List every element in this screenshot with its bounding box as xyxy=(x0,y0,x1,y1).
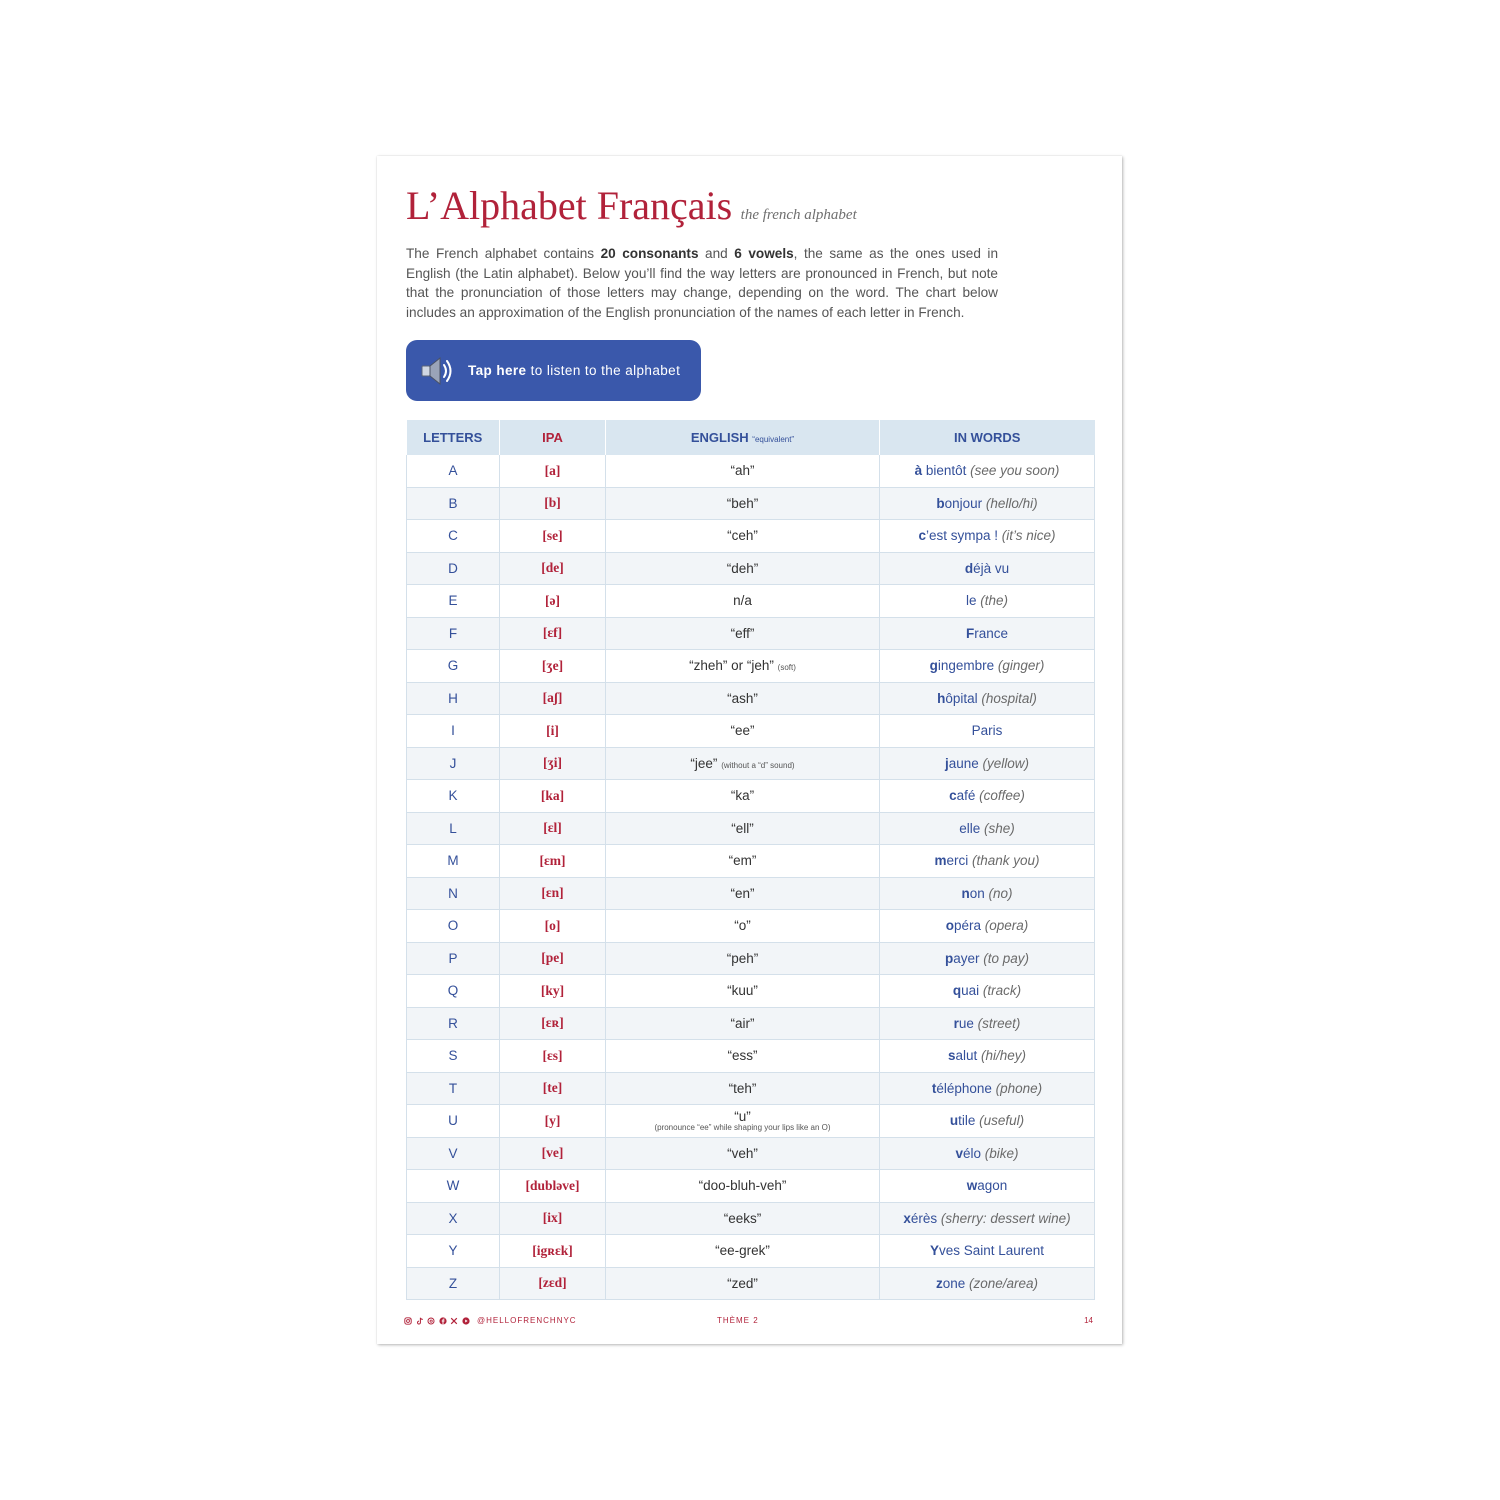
word-translation: (she) xyxy=(980,820,1015,836)
letter-cell: Y xyxy=(407,1235,500,1268)
letter-cell: U xyxy=(407,1105,500,1138)
table-row xyxy=(407,1137,1095,1170)
word-highlight: à xyxy=(914,463,923,479)
word-translation: (opera) xyxy=(981,918,1029,934)
word-text: onjour xyxy=(944,495,983,511)
word-highlight: w xyxy=(966,1178,978,1194)
col-header-english-note: “equivalent” xyxy=(752,435,795,444)
word-highlight: j xyxy=(944,755,949,771)
col-header-letters: LETTERS xyxy=(407,420,500,455)
english-note: (pronounce “ee” while shaping your lips like an O) xyxy=(654,1122,831,1132)
word-highlight: b xyxy=(936,495,945,511)
table-row xyxy=(407,1072,1095,1105)
word-text: le xyxy=(965,593,977,609)
alphabet-table xyxy=(406,420,1095,1300)
word-text: péra xyxy=(953,918,981,934)
word-translation: (phone) xyxy=(991,1080,1043,1096)
english-text: “ceh” xyxy=(727,528,758,544)
intro-text-2: and xyxy=(698,246,735,261)
in-words-cell xyxy=(880,747,1095,780)
word-text: ayer xyxy=(953,950,980,966)
ipa-cell: [ve] xyxy=(500,1137,606,1170)
in-words-cell xyxy=(880,975,1095,1008)
letter-cell: K xyxy=(407,780,500,813)
word-highlight: v xyxy=(955,1145,963,1161)
word-translation: (zone/area) xyxy=(965,1275,1039,1291)
table-row xyxy=(407,1267,1095,1300)
english-text: “air” xyxy=(730,1015,755,1031)
word-text: erci xyxy=(946,853,969,869)
english-cell xyxy=(606,812,880,845)
word-text: ingembre xyxy=(937,658,995,674)
word-text: éjà vu xyxy=(973,560,1010,576)
letter-cell: F xyxy=(407,617,500,650)
ipa-cell: [ə] xyxy=(500,585,606,618)
word-highlight: z xyxy=(935,1275,943,1291)
in-words-cell xyxy=(880,617,1095,650)
english-cell xyxy=(606,552,880,585)
letter-cell: O xyxy=(407,910,500,943)
in-words-cell xyxy=(880,1235,1095,1268)
english-cell xyxy=(606,845,880,878)
word-translation: (sherry: dessert wine) xyxy=(937,1210,1071,1226)
word-highlight: m xyxy=(934,853,947,869)
table-row xyxy=(407,715,1095,748)
word-text: one xyxy=(942,1275,966,1291)
letter-cell: G xyxy=(407,650,500,683)
english-cell xyxy=(606,910,880,943)
word-highlight: t xyxy=(931,1080,937,1096)
in-words-cell xyxy=(880,877,1095,910)
ipa-cell: [b] xyxy=(500,487,606,520)
ipa-cell: [y] xyxy=(500,1105,606,1138)
english-text: “ka” xyxy=(730,788,755,804)
word-translation: (yellow) xyxy=(978,755,1030,771)
letter-cell: I xyxy=(407,715,500,748)
word-translation: (street) xyxy=(973,1015,1021,1031)
letter-cell: D xyxy=(407,552,500,585)
table-row xyxy=(407,910,1095,943)
ipa-cell: [ka] xyxy=(500,780,606,813)
letter-cell: N xyxy=(407,877,500,910)
word-translation: (thank you) xyxy=(968,853,1040,869)
word-highlight: d xyxy=(964,560,974,576)
letter-cell: B xyxy=(407,487,500,520)
table-row xyxy=(407,1202,1095,1235)
english-cell xyxy=(606,975,880,1008)
english-text: “veh” xyxy=(727,1145,758,1161)
letter-cell: R xyxy=(407,1007,500,1040)
in-words-cell xyxy=(880,455,1095,487)
word-text: éléphone xyxy=(936,1080,992,1096)
table-row xyxy=(407,650,1095,683)
alphabet-table-body xyxy=(407,455,1095,1300)
letter-cell: H xyxy=(407,682,500,715)
english-text: “jee” xyxy=(690,755,718,771)
tiktok-icon[interactable] xyxy=(416,1317,424,1325)
english-cell xyxy=(606,520,880,553)
word-text: uai xyxy=(961,983,980,999)
english-text: “kuu” xyxy=(727,983,758,999)
english-text: “ah” xyxy=(730,463,755,479)
letter-cell: W xyxy=(407,1170,500,1203)
english-text: “ell” xyxy=(731,820,754,836)
letter-cell: X xyxy=(407,1202,500,1235)
listen-alphabet-button[interactable] xyxy=(406,340,701,401)
word-highlight: c xyxy=(918,528,926,544)
table-row xyxy=(407,877,1095,910)
page-title: L’Alphabet Français xyxy=(406,183,733,228)
threads-icon[interactable] xyxy=(427,1317,435,1325)
letter-cell: T xyxy=(407,1072,500,1105)
word-translation: (bike) xyxy=(981,1145,1019,1161)
english-cell xyxy=(606,1202,880,1235)
word-translation: (see you soon) xyxy=(966,463,1060,479)
table-row xyxy=(407,520,1095,553)
intro-consonants: 20 consonants xyxy=(600,246,699,261)
word-translation: (no) xyxy=(984,885,1013,901)
word-text: on xyxy=(969,885,985,901)
letter-cell: J xyxy=(407,747,500,780)
english-cell xyxy=(606,1072,880,1105)
word-highlight: u xyxy=(949,1113,959,1129)
word-highlight: h xyxy=(937,690,946,706)
ipa-cell: [ʒe] xyxy=(500,650,606,683)
in-words-cell xyxy=(880,1267,1095,1300)
page-subtitle: the french alphabet xyxy=(740,207,857,223)
table-row xyxy=(407,812,1095,845)
in-words-cell xyxy=(880,812,1095,845)
ipa-cell: [ix] xyxy=(500,1202,606,1235)
instagram-icon[interactable] xyxy=(404,1317,412,1325)
ipa-cell: [ɛf] xyxy=(500,617,606,650)
ipa-cell: [se] xyxy=(500,520,606,553)
table-row xyxy=(407,455,1095,487)
letter-cell: A xyxy=(407,455,500,487)
in-words-cell xyxy=(880,845,1095,878)
word-translation: (hello/hi) xyxy=(982,495,1038,511)
english-text: “ess” xyxy=(727,1048,758,1064)
in-words-cell xyxy=(880,780,1095,813)
word-highlight: c xyxy=(949,788,957,804)
english-cell xyxy=(606,487,880,520)
ipa-cell: [ɛs] xyxy=(500,1040,606,1073)
english-text: “teh” xyxy=(728,1080,757,1096)
word-text: rance xyxy=(974,625,1009,641)
word-translation: (coffee) xyxy=(975,788,1025,804)
table-row xyxy=(407,1170,1095,1203)
table-row xyxy=(407,682,1095,715)
english-cell xyxy=(606,682,880,715)
table-row xyxy=(407,1235,1095,1268)
listen-button-label xyxy=(468,363,680,378)
ipa-cell: [ʒi] xyxy=(500,747,606,780)
in-words-cell xyxy=(880,942,1095,975)
english-cell xyxy=(606,1235,880,1268)
table-row xyxy=(407,942,1095,975)
table-row xyxy=(407,552,1095,585)
letter-cell: E xyxy=(407,585,500,618)
table-row xyxy=(407,975,1095,1008)
english-cell xyxy=(606,942,880,975)
letter-cell: V xyxy=(407,1137,500,1170)
word-text: alut xyxy=(955,1048,978,1064)
word-highlight: r xyxy=(953,1015,959,1031)
in-words-cell xyxy=(880,552,1095,585)
in-words-cell xyxy=(880,1072,1095,1105)
table-row xyxy=(407,617,1095,650)
english-text: “deh” xyxy=(726,560,759,576)
english-cell xyxy=(606,1105,880,1138)
english-text: “zheh” or “jeh” xyxy=(689,658,774,674)
in-words-cell xyxy=(880,1105,1095,1138)
col-header-english-label: ENGLISH xyxy=(690,430,749,445)
table-row xyxy=(407,1105,1095,1138)
english-cell xyxy=(606,780,880,813)
title-row xyxy=(406,182,857,229)
english-cell xyxy=(606,1137,880,1170)
in-words-cell xyxy=(880,910,1095,943)
word-text: élo xyxy=(962,1145,981,1161)
english-text: “peh” xyxy=(726,950,759,966)
english-cell xyxy=(606,877,880,910)
letter-cell: S xyxy=(407,1040,500,1073)
col-header-in-words: IN WORDS xyxy=(880,420,1095,455)
word-text: afé xyxy=(956,788,976,804)
english-text: “eff” xyxy=(730,625,755,641)
letter-cell: Z xyxy=(407,1267,500,1300)
word-text: agon xyxy=(977,1178,1008,1194)
english-text: “u” xyxy=(734,1108,751,1124)
english-cell xyxy=(606,617,880,650)
ipa-cell: [ɛl] xyxy=(500,812,606,845)
english-cell xyxy=(606,747,880,780)
word-translation: (hospital) xyxy=(977,690,1037,706)
word-highlight: g xyxy=(929,658,938,674)
ipa-cell: [pe] xyxy=(500,942,606,975)
ipa-cell: [dubləve] xyxy=(500,1170,606,1203)
table-row xyxy=(407,780,1095,813)
ipa-cell: [i] xyxy=(500,715,606,748)
in-words-cell xyxy=(880,1170,1095,1203)
page-number: 14 xyxy=(1084,1316,1093,1325)
word-translation: (to pay) xyxy=(979,950,1030,966)
word-text: Paris xyxy=(971,723,1003,739)
ipa-cell: [o] xyxy=(500,910,606,943)
letter-cell: M xyxy=(407,845,500,878)
letter-cell: Q xyxy=(407,975,500,1008)
facebook-icon[interactable] xyxy=(439,1317,447,1325)
table-row xyxy=(407,1040,1095,1073)
english-cell xyxy=(606,1007,880,1040)
word-translation: (useful) xyxy=(975,1113,1025,1129)
word-text: elle xyxy=(959,820,981,836)
worksheet-page xyxy=(377,156,1122,1344)
col-header-ipa: IPA xyxy=(500,420,606,455)
word-text: ’est sympa ! xyxy=(925,528,999,544)
word-translation: (it’s nice) xyxy=(998,528,1056,544)
word-text: tile xyxy=(958,1113,976,1129)
word-highlight: q xyxy=(952,983,962,999)
in-words-cell xyxy=(880,1040,1095,1073)
english-text: “eeks” xyxy=(723,1210,762,1226)
social-handle[interactable]: @HELLOFRENCHNYC xyxy=(477,1316,577,1325)
x-icon[interactable] xyxy=(450,1317,458,1325)
letter-cell: P xyxy=(407,942,500,975)
ipa-cell: [igʀɛk] xyxy=(500,1235,606,1268)
english-text: “ash” xyxy=(727,690,758,706)
in-words-cell xyxy=(880,1202,1095,1235)
english-cell xyxy=(606,1267,880,1300)
english-text: “o” xyxy=(734,918,751,934)
word-translation: (the) xyxy=(976,593,1009,609)
ipa-cell: [ɛʀ] xyxy=(500,1007,606,1040)
word-text: érès xyxy=(910,1210,938,1226)
word-highlight: x xyxy=(903,1210,911,1226)
table-row xyxy=(407,747,1095,780)
table-header-row xyxy=(407,420,1095,455)
english-cell xyxy=(606,1170,880,1203)
english-text: “doo-bluh-veh” xyxy=(698,1178,787,1194)
english-note: (without a “d” sound) xyxy=(721,760,795,770)
word-highlight: s xyxy=(947,1048,956,1064)
ipa-cell: [zɛd] xyxy=(500,1267,606,1300)
english-text: “ee-grek” xyxy=(715,1243,770,1259)
in-words-cell xyxy=(880,650,1095,683)
letter-cell: C xyxy=(407,520,500,553)
english-text: “ee” xyxy=(730,723,755,739)
english-text: “beh” xyxy=(726,495,759,511)
ipa-cell: [ɛn] xyxy=(500,877,606,910)
english-note: (soft) xyxy=(777,663,796,673)
word-text: aune xyxy=(948,755,979,771)
letter-cell: L xyxy=(407,812,500,845)
ipa-cell: [aʃ] xyxy=(500,682,606,715)
speaker-icon xyxy=(419,353,455,389)
word-translation: (ginger) xyxy=(994,658,1045,674)
word-highlight: Y xyxy=(929,1243,939,1259)
ipa-cell: [te] xyxy=(500,1072,606,1105)
ipa-cell: [a] xyxy=(500,455,606,487)
ipa-cell: [de] xyxy=(500,552,606,585)
word-text: ue xyxy=(958,1015,974,1031)
english-cell xyxy=(606,455,880,487)
english-text: n/a xyxy=(733,593,752,609)
english-cell xyxy=(606,585,880,618)
word-text: bientôt xyxy=(922,463,967,479)
word-highlight: n xyxy=(961,885,970,901)
listen-button-rest: to listen to the alphabet xyxy=(526,363,681,378)
word-highlight: F xyxy=(965,625,975,641)
english-text: “em” xyxy=(728,853,757,869)
ipa-cell: [ɛm] xyxy=(500,845,606,878)
in-words-cell xyxy=(880,1007,1095,1040)
word-translation: (hi/hey) xyxy=(977,1048,1027,1064)
intro-paragraph xyxy=(406,244,998,322)
table-row xyxy=(407,585,1095,618)
english-cell xyxy=(606,1040,880,1073)
col-header-english xyxy=(606,420,880,455)
footer-social xyxy=(404,1316,577,1325)
table-row xyxy=(407,487,1095,520)
intro-text-1: The French alphabet contains xyxy=(406,246,601,261)
in-words-cell xyxy=(880,585,1095,618)
english-text: “zed” xyxy=(727,1275,758,1291)
english-text: “en” xyxy=(730,885,755,901)
listen-button-bold: Tap here xyxy=(468,363,527,378)
footer-theme: THÈME 2 xyxy=(717,1316,759,1325)
in-words-cell xyxy=(880,1137,1095,1170)
in-words-cell xyxy=(880,682,1095,715)
ipa-cell: [ky] xyxy=(500,975,606,1008)
in-words-cell xyxy=(880,487,1095,520)
youtube-icon[interactable] xyxy=(462,1317,470,1325)
word-text: ôpital xyxy=(945,690,978,706)
word-translation: (track) xyxy=(979,983,1022,999)
word-highlight: o xyxy=(945,918,954,934)
in-words-cell xyxy=(880,715,1095,748)
english-cell xyxy=(606,650,880,683)
in-words-cell xyxy=(880,520,1095,553)
intro-vowels: 6 vowels xyxy=(734,246,794,261)
word-highlight: p xyxy=(944,950,954,966)
word-text: ves Saint Laurent xyxy=(938,1243,1045,1259)
table-row xyxy=(407,845,1095,878)
intro-text-3: , the same as the ones used in English (the Latin alphabet). Below you’ll find the way letters are pronounced in French, but note that the pronunciation of those letters may change, depending on the word. The chart below includes an approximation of the English pronunciation of the names of each letter in French. xyxy=(406,246,998,320)
english-cell xyxy=(606,715,880,748)
table-row xyxy=(407,1007,1095,1040)
